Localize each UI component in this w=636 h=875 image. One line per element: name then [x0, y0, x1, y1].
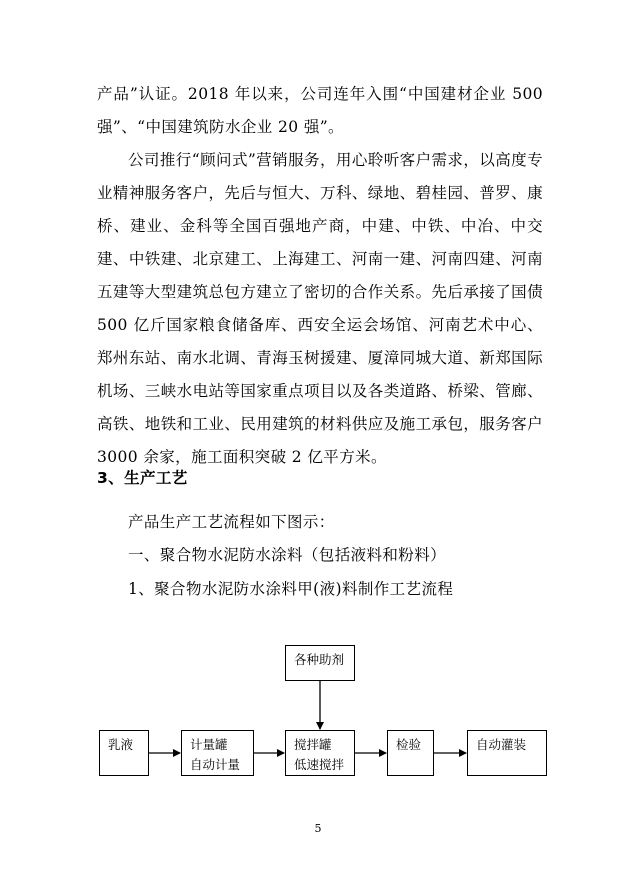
- page-number: 5: [314, 822, 322, 835]
- box-additives: 各种助剂: [285, 645, 355, 681]
- paragraph-1: 产品”认证。2018 年以来，公司连年入围“中国建材企业 500 强”、“中国建筑防水企业 20 强”。: [97, 85, 543, 136]
- section-intro: 产品生产工艺流程如下图示：: [128, 513, 335, 531]
- box-metering: 计量罐 自动计量: [181, 730, 254, 776]
- box-filling: 自动灌装: [467, 730, 547, 776]
- subheading-2: 1、聚合物水泥防水涂料甲(液)料制作工艺流程: [128, 580, 454, 598]
- section-heading: 3、生产工艺: [97, 469, 188, 487]
- box-inspection: 检验: [387, 730, 434, 776]
- paragraph-2: 公司推行“顾问式”营销服务，用心聆听客户需求，以高度专业精神服务客户，先后与恒大、万科、绿地、碧桂园、普罗、康桥、建业、金科等全国百强地产商，中建、中铁、中冶、中交建、中铁建、北京建工、上海建工、河南一建、河南四建、河南五建等大型建筑总包方建立了密切的合作关系。先后承接了国债 500 亿斤国家粮食储备库、西安全运会场馆、河南艺术中心、郑州东站、南水北调、青海玉树援建、厦漳同城大道、新郑国际机场、三峡水电站等国家重点项目以及各类道路、桥梁、管廊、高铁、地铁和工业、民用建筑的材料供应及施工承包，服务客户 3000 余家，施工面积突破 2 亿平方米。: [97, 151, 543, 466]
- box-mixing: 搅拌罐 低速搅拌: [285, 730, 355, 776]
- box-emulsion: 乳液: [99, 730, 149, 776]
- subheading-1: 一、聚合物水泥防水涂料（包括液料和粉料）: [128, 546, 447, 564]
